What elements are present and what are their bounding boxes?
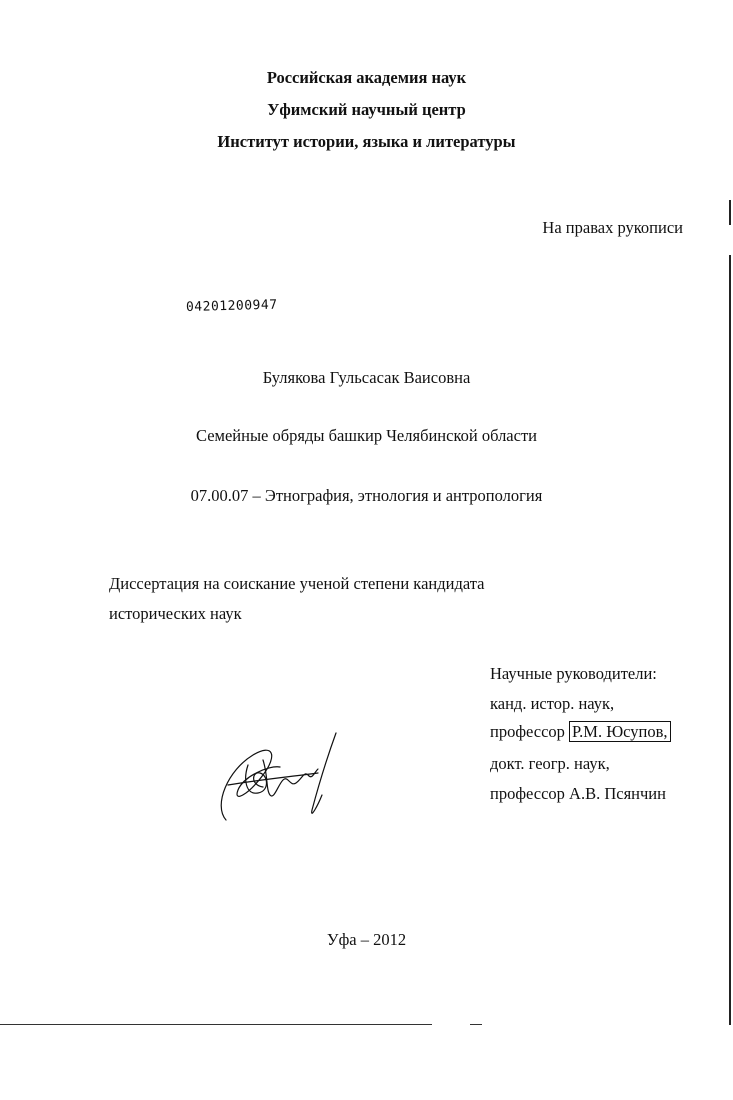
scan-edge-dash: [470, 1024, 482, 1025]
scan-edge-right: [729, 255, 731, 1025]
supervisors-heading: Научные руководители:: [490, 664, 657, 683]
dissertation-title: Семейные обряды башкир Челябинской области: [195, 426, 537, 445]
scan-edge-mark: [729, 200, 731, 225]
supervisor-1: [490, 722, 671, 742]
supervisor-2: профессор А.В. Псянчин: [490, 784, 666, 803]
degree-line-2: исторических наук: [109, 604, 242, 623]
supervisor-1-degree: канд. истор. наук,: [490, 694, 615, 713]
specialty-code: 07.00.07 – Этнография, этнология и антропология: [190, 486, 543, 505]
author-name: Булякова Гульсасак Ваисовна: [262, 368, 471, 387]
handwritten-signature: [208, 725, 348, 830]
org-academy: Российская академия наук: [266, 68, 467, 87]
manuscript-note: На правах рукописи: [542, 218, 683, 237]
org-institute: Институт истории, языка и литературы: [217, 132, 516, 151]
supervisor-1-title: профессор: [490, 722, 565, 741]
registration-number: 04201200947: [185, 297, 278, 315]
degree-line-1: Диссертация на соискание ученой степени кандидата: [109, 574, 485, 593]
scan-edge-bottom: [0, 1024, 432, 1025]
supervisor-2-degree: докт. геогр. наук,: [490, 754, 610, 773]
org-center: Уфимский научный центр: [267, 100, 466, 119]
supervisor-1-name: Р.М. Юсупов,: [569, 721, 670, 742]
city-year: Уфа – 2012: [326, 930, 407, 949]
